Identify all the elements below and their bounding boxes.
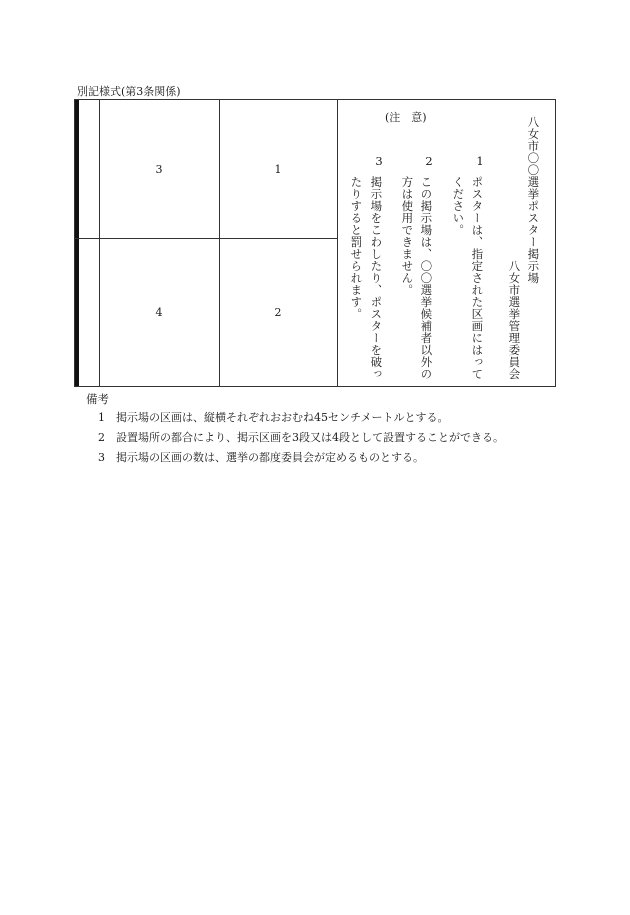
- form-label: 別記様式(第3条関係): [77, 85, 181, 98]
- notice-item-line: ください。: [451, 176, 466, 236]
- board-issuer: 八女市選挙管理委員会: [507, 260, 522, 380]
- notice-item-number: 2: [425, 154, 433, 168]
- remark-item: [98, 409, 449, 425]
- notice-item-number: 1: [476, 154, 484, 168]
- board-divider: [219, 100, 220, 386]
- notice-item-line: ポスターは、指定された区画にはって: [470, 176, 485, 380]
- poster-section-2-number: 2: [274, 306, 282, 319]
- poster-section-1-number: 1: [274, 163, 282, 176]
- board-divider: [99, 100, 100, 386]
- notice-item-line: 掲示場をこわしたり、ポスターを破っ: [369, 176, 384, 380]
- remark-number: 3: [98, 451, 105, 464]
- remark-number: 2: [98, 431, 105, 444]
- board-divider: [337, 100, 338, 386]
- remark-item: [98, 429, 504, 445]
- notice-item-line: 方は使用できません。: [400, 176, 415, 296]
- poster-section-3-number: 3: [155, 163, 163, 176]
- poster-board-diagram: [74, 99, 556, 387]
- remark-text: 設置場所の都合により、掲示区画を3段又は4段として設置することができる。: [116, 431, 504, 444]
- remark-text: 掲示場の区画は、縦横それぞれおおむね45センチメートルとする。: [116, 411, 449, 424]
- board-divider: [75, 238, 337, 239]
- remark-number: 1: [98, 411, 105, 424]
- notice-heading: (注 意): [385, 111, 427, 124]
- board-post-bar: [75, 100, 79, 386]
- notice-item-line: たりすると罰せられます。: [349, 176, 364, 320]
- remark-item: [98, 449, 424, 465]
- remark-text: 掲示場の区画の数は、選挙の都度委員会が定めるものとする。: [116, 451, 424, 464]
- notice-item-number: 3: [375, 154, 383, 168]
- poster-section-4-number: 4: [155, 306, 163, 319]
- remarks-title: 備考: [86, 392, 109, 406]
- board-title: 八女市〇〇選挙ポスター掲示場: [526, 116, 541, 284]
- notice-item-line: この掲示場は、〇〇選挙候補者以外の: [419, 176, 434, 380]
